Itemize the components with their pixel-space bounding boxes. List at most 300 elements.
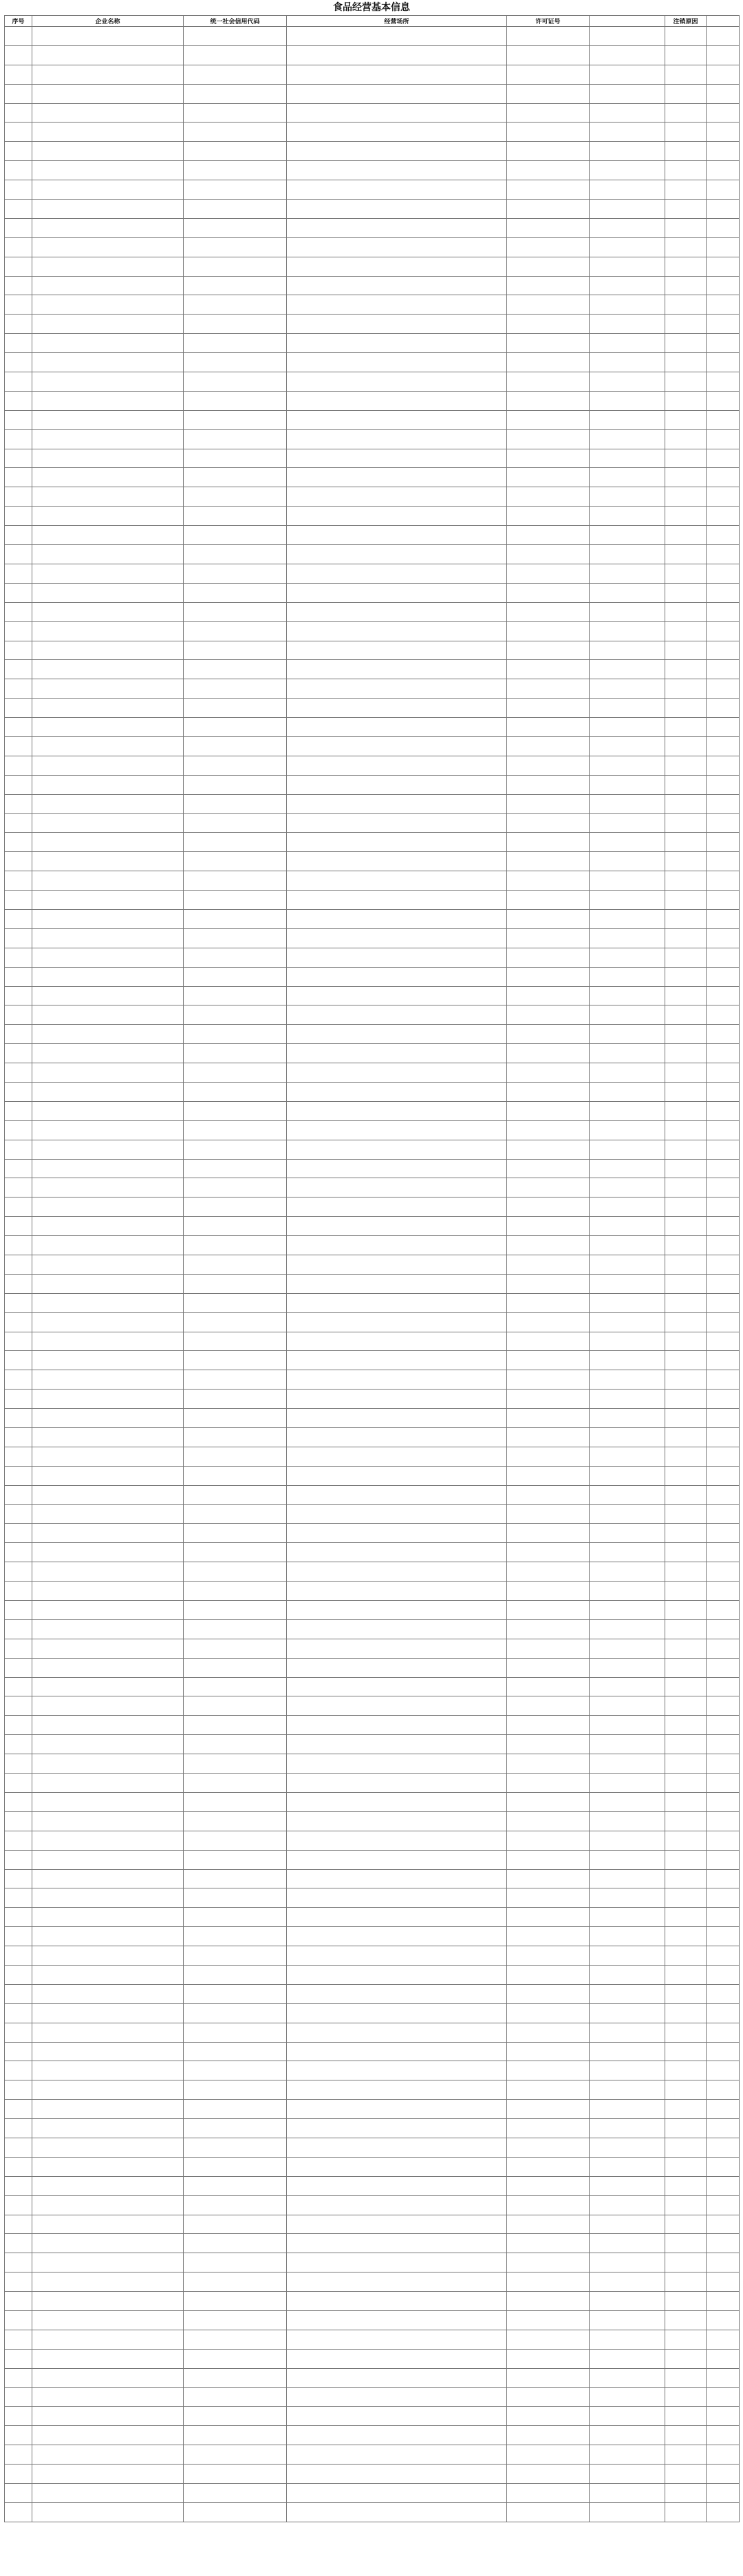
table-cell <box>287 2138 507 2157</box>
table-cell <box>665 833 707 852</box>
table-cell <box>707 1754 740 1774</box>
table-cell <box>287 1197 507 1217</box>
table-cell <box>5 1082 32 1101</box>
table-cell <box>590 45 665 65</box>
table-cell <box>507 142 590 161</box>
table-cell <box>5 1716 32 1735</box>
table-cell <box>707 1044 740 1063</box>
table-cell <box>32 1677 184 1696</box>
table-cell <box>5 756 32 775</box>
table-row <box>5 1639 740 1658</box>
table-cell <box>287 1562 507 1582</box>
table-cell <box>707 1888 740 1908</box>
table-cell <box>287 1274 507 1293</box>
table-row <box>5 1582 740 1601</box>
table-cell <box>590 1754 665 1774</box>
table-cell <box>287 2484 507 2503</box>
table-cell <box>665 429 707 449</box>
table-row <box>5 1850 740 1869</box>
table-cell <box>507 2061 590 2080</box>
table-row <box>5 2502 740 2522</box>
table-row <box>5 2215 740 2234</box>
table-cell <box>32 1869 184 1888</box>
table-cell <box>5 2157 32 2176</box>
table-cell <box>5 2100 32 2119</box>
table-cell <box>184 1217 287 1236</box>
table-cell <box>287 1754 507 1774</box>
table-cell <box>5 123 32 142</box>
table-cell <box>184 928 287 948</box>
table-cell <box>665 1792 707 1811</box>
table-cell <box>665 1524 707 1543</box>
table-row <box>5 1619 740 1639</box>
table-cell <box>507 871 590 891</box>
table-cell <box>287 2061 507 2080</box>
table-cell <box>507 1370 590 1390</box>
table-cell <box>507 2157 590 2176</box>
table-row <box>5 1447 740 1466</box>
table-cell <box>507 257 590 276</box>
table-cell <box>5 1619 32 1639</box>
table-cell <box>707 928 740 948</box>
table-cell <box>665 1409 707 1428</box>
table-cell <box>507 2272 590 2292</box>
table-cell <box>665 1658 707 1677</box>
table-cell <box>590 583 665 602</box>
table-cell <box>707 1293 740 1312</box>
table-cell <box>707 45 740 65</box>
table-cell <box>5 1005 32 1025</box>
table-cell <box>707 237 740 257</box>
table-cell <box>287 736 507 756</box>
table-cell <box>5 2253 32 2272</box>
table-cell <box>707 1255 740 1275</box>
table-cell <box>32 2330 184 2349</box>
table-cell <box>287 1044 507 1063</box>
table-cell <box>5 103 32 123</box>
table-cell <box>507 180 590 200</box>
table-cell <box>287 1716 507 1735</box>
table-cell <box>184 2330 287 2349</box>
table-cell <box>5 1485 32 1504</box>
table-row <box>5 2272 740 2292</box>
table-cell <box>665 756 707 775</box>
table-cell <box>590 2465 665 2484</box>
table-cell <box>507 1082 590 1101</box>
table-cell <box>707 699 740 718</box>
table-cell <box>590 1601 665 1620</box>
table-cell <box>32 123 184 142</box>
table-cell <box>5 583 32 602</box>
table-cell <box>184 1582 287 1601</box>
table-cell <box>287 391 507 410</box>
table-cell <box>590 391 665 410</box>
table-cell <box>665 2387 707 2407</box>
table-cell <box>5 775 32 794</box>
table-cell <box>5 1658 32 1677</box>
table-cell <box>5 1965 32 1984</box>
table-row <box>5 1946 740 1966</box>
table-cell <box>665 1197 707 1217</box>
table-cell <box>707 410 740 429</box>
table-cell <box>32 2465 184 2484</box>
table-cell <box>5 1582 32 1601</box>
table-cell <box>507 1466 590 1485</box>
table-cell <box>287 27 507 46</box>
table-cell <box>5 429 32 449</box>
table-cell <box>5 372 32 392</box>
table-cell <box>287 372 507 392</box>
table-cell <box>665 2215 707 2234</box>
table-cell <box>507 1582 590 1601</box>
table-cell <box>507 928 590 948</box>
table-cell <box>707 545 740 564</box>
table-cell <box>184 1178 287 1197</box>
table-cell <box>32 2023 184 2042</box>
table-cell <box>184 1082 287 1101</box>
table-cell <box>184 2310 287 2330</box>
table-cell <box>32 1447 184 1466</box>
table-cell <box>184 2426 287 2445</box>
table-cell <box>590 1370 665 1390</box>
table-cell <box>32 372 184 392</box>
table-cell <box>184 2157 287 2176</box>
table-cell <box>5 84 32 103</box>
table-cell <box>665 27 707 46</box>
table-cell <box>5 545 32 564</box>
table-row <box>5 372 740 392</box>
table-cell <box>590 871 665 891</box>
table-cell <box>184 526 287 545</box>
table-cell <box>5 1946 32 1966</box>
table-cell <box>507 2349 590 2368</box>
table-cell <box>507 948 590 967</box>
table-cell <box>507 1025 590 1044</box>
table-cell <box>32 891 184 910</box>
table-cell <box>5 487 32 507</box>
table-cell <box>665 1236 707 1255</box>
table-cell <box>665 1025 707 1044</box>
table-cell <box>707 2484 740 2503</box>
table-cell <box>590 161 665 180</box>
table-cell <box>707 1908 740 1927</box>
table-cell <box>590 449 665 468</box>
table-cell <box>665 1082 707 1101</box>
table-cell <box>32 1082 184 1101</box>
table-cell <box>590 775 665 794</box>
table-cell <box>184 1524 287 1543</box>
table-cell <box>665 1120 707 1140</box>
table-cell <box>5 2502 32 2522</box>
table-cell <box>5 334 32 353</box>
table-cell <box>287 2407 507 2426</box>
table-cell <box>590 1390 665 1409</box>
table-cell <box>665 526 707 545</box>
table-cell <box>707 641 740 660</box>
table-cell <box>665 1582 707 1601</box>
table-cell <box>287 507 507 526</box>
table-cell <box>32 1274 184 1293</box>
table-cell <box>5 679 32 699</box>
table-cell <box>507 353 590 372</box>
table-cell <box>5 1831 32 1850</box>
table-cell <box>707 1965 740 1984</box>
table-row <box>5 909 740 928</box>
table-cell <box>5 1850 32 1869</box>
table-cell <box>184 660 287 679</box>
table-cell <box>287 1390 507 1409</box>
table-cell <box>184 2080 287 2100</box>
table-row <box>5 1792 740 1811</box>
table-cell <box>507 2195 590 2215</box>
table-cell <box>507 2138 590 2157</box>
table-cell <box>5 2349 32 2368</box>
table-cell <box>32 2119 184 2138</box>
table-cell <box>184 1984 287 2003</box>
table-cell <box>590 1582 665 1601</box>
table-cell <box>287 65 507 84</box>
table-cell <box>590 1984 665 2003</box>
table-cell <box>665 891 707 910</box>
table-cell <box>287 1774 507 1793</box>
table-cell <box>590 1178 665 1197</box>
table-cell <box>507 526 590 545</box>
table-cell <box>665 1735 707 1754</box>
table-cell <box>287 891 507 910</box>
table-cell <box>707 1466 740 1485</box>
table-cell <box>590 2426 665 2445</box>
table-cell <box>287 1619 507 1639</box>
table-cell <box>287 852 507 871</box>
table-row <box>5 1370 740 1390</box>
table-cell <box>184 1485 287 1504</box>
table-cell <box>184 891 287 910</box>
table-cell <box>287 1639 507 1658</box>
table-cell <box>665 123 707 142</box>
table-cell <box>32 1562 184 1582</box>
table-cell <box>184 1293 287 1312</box>
table-cell <box>707 2100 740 2119</box>
table-cell <box>5 564 32 583</box>
table-cell <box>507 1850 590 1869</box>
table-cell <box>184 1447 287 1466</box>
table-cell <box>665 1485 707 1504</box>
table-row <box>5 2080 740 2100</box>
table-row <box>5 736 740 756</box>
table-cell <box>5 1293 32 1312</box>
table-cell <box>707 1197 740 1217</box>
table-cell <box>184 2119 287 2138</box>
table-cell <box>5 1735 32 1754</box>
table-row <box>5 1409 740 1428</box>
table-cell <box>5 1044 32 1063</box>
table-cell <box>665 1428 707 1447</box>
table-cell <box>707 1082 740 1101</box>
table-cell <box>707 65 740 84</box>
table-row <box>5 794 740 813</box>
table-cell <box>507 1409 590 1428</box>
table-cell <box>184 487 287 507</box>
table-cell <box>5 794 32 813</box>
table-cell <box>507 410 590 429</box>
table-row <box>5 1293 740 1312</box>
table-cell <box>507 2176 590 2195</box>
table-cell <box>184 315 287 334</box>
table-cell <box>590 2138 665 2157</box>
table-cell <box>287 928 507 948</box>
table-cell <box>707 794 740 813</box>
table-cell <box>665 507 707 526</box>
table-cell <box>590 967 665 986</box>
table-cell <box>590 1831 665 1850</box>
table-cell <box>287 679 507 699</box>
table-cell <box>507 1639 590 1658</box>
table-row <box>5 699 740 718</box>
table-row <box>5 353 740 372</box>
table-cell <box>507 65 590 84</box>
table-cell <box>184 1639 287 1658</box>
table-cell <box>507 391 590 410</box>
table-row <box>5 429 740 449</box>
table-cell <box>665 1217 707 1236</box>
table-cell <box>5 2368 32 2387</box>
table-cell <box>287 1888 507 1908</box>
table-cell <box>707 257 740 276</box>
table-cell <box>590 948 665 967</box>
table-cell <box>590 218 665 237</box>
table-cell <box>707 2215 740 2234</box>
table-cell <box>707 295 740 315</box>
table-row <box>5 718 740 737</box>
table-cell <box>707 583 740 602</box>
table-cell <box>707 1869 740 1888</box>
table-header-row <box>5 16 740 27</box>
table-cell <box>707 2253 740 2272</box>
table-cell <box>590 429 665 449</box>
table-cell <box>184 1792 287 1811</box>
table-cell <box>32 353 184 372</box>
table-cell <box>287 1120 507 1140</box>
table-cell <box>287 2042 507 2061</box>
table-cell <box>665 2023 707 2042</box>
table-cell <box>287 487 507 507</box>
table-cell <box>665 1390 707 1409</box>
table-cell <box>184 334 287 353</box>
table-cell <box>287 1159 507 1178</box>
table-cell <box>287 103 507 123</box>
table-cell <box>184 2465 287 2484</box>
table-cell <box>507 1447 590 1466</box>
table-row <box>5 1888 740 1908</box>
table-cell <box>32 142 184 161</box>
table-cell <box>665 237 707 257</box>
table-row <box>5 756 740 775</box>
table-cell <box>707 1504 740 1524</box>
table-cell <box>590 1082 665 1101</box>
table-cell <box>287 1543 507 1562</box>
table-cell <box>590 1658 665 1677</box>
table-cell <box>707 2042 740 2061</box>
table-cell <box>5 928 32 948</box>
table-cell <box>590 660 665 679</box>
table-cell <box>707 2061 740 2080</box>
table-cell <box>665 2234 707 2253</box>
table-cell <box>287 237 507 257</box>
table-cell <box>5 2272 32 2292</box>
table-cell <box>707 775 740 794</box>
table-row <box>5 526 740 545</box>
table-cell <box>665 2272 707 2292</box>
table-cell <box>507 1255 590 1275</box>
table-cell <box>32 2061 184 2080</box>
table-row <box>5 2426 740 2445</box>
table-cell <box>707 1159 740 1178</box>
table-cell <box>707 1236 740 1255</box>
table-row <box>5 257 740 276</box>
table-cell <box>287 718 507 737</box>
table-cell <box>184 1409 287 1428</box>
table-cell <box>707 736 740 756</box>
table-cell <box>507 756 590 775</box>
table-cell <box>32 1831 184 1850</box>
table-cell <box>707 1524 740 1543</box>
table-cell <box>590 1101 665 1120</box>
table-cell <box>5 2215 32 2234</box>
table-cell <box>32 276 184 295</box>
table-cell <box>287 871 507 891</box>
table-cell <box>507 1524 590 1543</box>
table-cell <box>32 986 184 1005</box>
table-row <box>5 2387 740 2407</box>
table-cell <box>507 2484 590 2503</box>
table-cell <box>32 27 184 46</box>
table-cell <box>32 1332 184 1351</box>
table-cell <box>32 1792 184 1811</box>
table-cell <box>32 2253 184 2272</box>
table-cell <box>32 2003 184 2023</box>
table-cell <box>184 564 287 583</box>
table-cell <box>665 775 707 794</box>
table-cell <box>184 1946 287 1966</box>
table-cell <box>32 257 184 276</box>
table-row <box>5 84 740 103</box>
col-header-blank-1 <box>590 16 665 27</box>
table-cell <box>32 1390 184 1409</box>
table-cell <box>507 507 590 526</box>
table-cell <box>32 1025 184 1044</box>
col-header-address: 经营场所 <box>287 16 507 27</box>
table-row <box>5 2234 740 2253</box>
table-cell <box>590 27 665 46</box>
table-row <box>5 852 740 871</box>
table-row <box>5 487 740 507</box>
table-cell <box>184 2253 287 2272</box>
table-cell <box>184 1159 287 1178</box>
table-row <box>5 2042 740 2061</box>
table-cell <box>590 1409 665 1428</box>
table-cell <box>707 718 740 737</box>
table-cell <box>32 1984 184 2003</box>
table-cell <box>184 372 287 392</box>
table-cell <box>287 775 507 794</box>
table-cell <box>707 756 740 775</box>
table-cell <box>5 45 32 65</box>
table-cell <box>507 1735 590 1754</box>
table-cell <box>590 909 665 928</box>
table-cell <box>665 2138 707 2157</box>
table-cell <box>184 1888 287 1908</box>
table-cell <box>665 353 707 372</box>
